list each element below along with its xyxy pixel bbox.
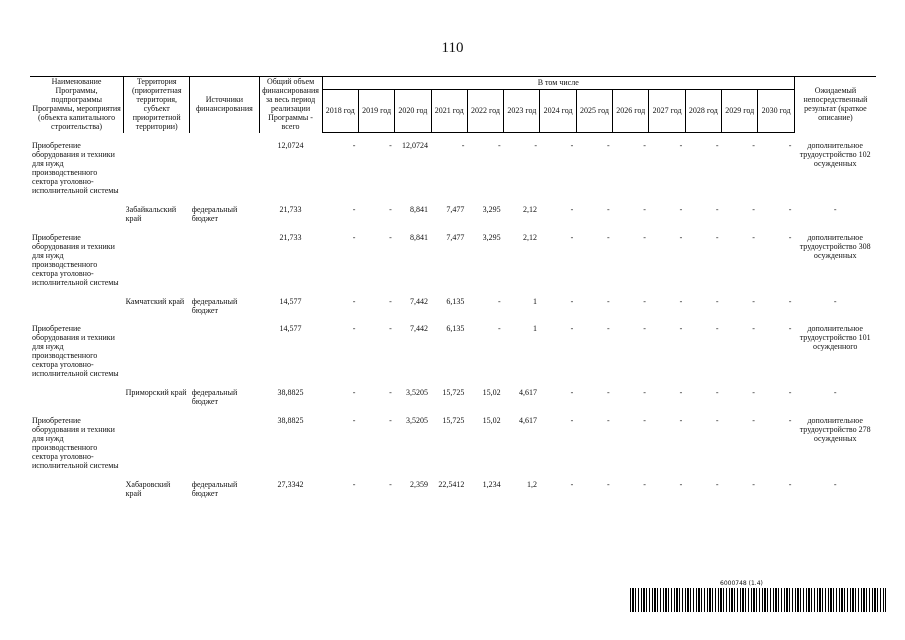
funding-source-cell: федеральный бюджет — [191, 388, 238, 407]
year-value-cell: 22,5412 — [438, 479, 465, 489]
table-row — [30, 416, 876, 472]
table-row — [30, 297, 876, 317]
year-value-cell: 12,0724 — [402, 141, 429, 151]
year-value-cell: - — [389, 204, 392, 214]
header-total: Общий объем финансирования за весь период реализации Программы - всего — [259, 77, 322, 133]
year-value-cell: 3,295 — [482, 232, 501, 242]
year-value-cell: 3,295 — [482, 204, 501, 214]
year-value-cell: 6,135 — [446, 296, 465, 306]
year-value-cell: 2,12 — [522, 204, 537, 214]
year-value-cell: 2,359 — [410, 479, 429, 489]
year-value-cell: - — [389, 388, 392, 398]
year-value-cell: - — [352, 141, 356, 151]
year-value-cell: - — [352, 388, 356, 398]
header-result: Ожидаемый непосредственный результат (краткое описание) — [794, 77, 876, 133]
year-value-cell: - — [643, 416, 646, 426]
activity-name — [30, 388, 124, 408]
year-value-cell: - — [570, 296, 574, 306]
activity-name — [30, 297, 124, 317]
table-row — [30, 480, 876, 500]
header-name: Наименование Программы, подпрограммы Программы, мероприятия (объекта капитального строительства) — [30, 77, 124, 133]
year-value-cell: - — [389, 416, 392, 426]
year-value-cell: - — [389, 232, 392, 242]
activity-name: Приобретение оборудования и техники для нужд производственного сектора уголовно-исполнительной системы — [32, 141, 119, 195]
territory-cell: Приморский край — [125, 388, 187, 398]
year-value-cell: - — [606, 324, 610, 334]
year-value-cell: - — [498, 324, 501, 334]
year-value-cell: - — [570, 388, 574, 398]
year-value-cell: - — [788, 388, 792, 398]
year-value-cell: - — [788, 416, 792, 426]
year-value-cell: 7,442 — [410, 296, 429, 306]
territory-cell — [124, 324, 190, 380]
total-cell: 27,3342 — [277, 479, 304, 489]
year-value-cell: 1,2 — [526, 479, 537, 489]
year-value-cell: - — [643, 232, 646, 242]
total-cell: 38,8825 — [277, 416, 304, 426]
table-header — [30, 77, 876, 133]
year-value-cell: - — [752, 388, 755, 398]
funding-source-cell: федеральный бюджет — [191, 204, 238, 223]
barcode-icon — [630, 588, 886, 612]
year-value-cell: - — [352, 479, 356, 489]
year-value-cell: - — [606, 204, 610, 214]
year-value-cell: - — [570, 324, 574, 334]
year-value-cell: - — [389, 296, 392, 306]
header-year: 2018 год — [322, 90, 358, 133]
year-value-cell: - — [752, 416, 755, 426]
table-row — [30, 141, 876, 197]
year-value-cell: - — [352, 232, 356, 242]
year-value-cell: - — [534, 141, 537, 151]
year-value-cell: - — [389, 479, 392, 489]
year-value-cell: - — [752, 296, 755, 306]
table-body — [30, 133, 876, 508]
territory-cell: Забайкальский край — [125, 204, 177, 223]
result-cell: - — [833, 479, 837, 489]
year-value-cell: 15,725 — [442, 416, 465, 426]
total-cell: 21,733 — [279, 204, 302, 214]
territory-cell — [124, 141, 190, 197]
total-cell: 14,577 — [279, 296, 302, 306]
header-year: 2024 год — [540, 90, 576, 133]
total-cell: 14,577 — [279, 324, 302, 334]
header-year: 2019 год — [358, 90, 394, 133]
year-value-cell: - — [643, 296, 646, 306]
year-value-cell: - — [715, 141, 719, 151]
financing-table — [30, 76, 876, 508]
year-value-cell: 4,617 — [518, 388, 537, 398]
year-value-cell: - — [715, 324, 719, 334]
document-barcode — [630, 580, 886, 612]
year-value-cell: - — [679, 416, 683, 426]
year-value-cell: - — [679, 232, 683, 242]
year-value-cell: - — [498, 296, 501, 306]
result-cell: дополнительное трудоустройство 308 осужденных — [799, 232, 871, 260]
year-value-cell: - — [461, 141, 465, 151]
year-value-cell: 15,725 — [442, 388, 465, 398]
year-value-cell: - — [788, 479, 792, 489]
header-year: 2029 год — [722, 90, 758, 133]
funding-source-cell — [190, 416, 259, 472]
year-value-cell: 2,12 — [522, 232, 537, 242]
year-value-cell: - — [643, 141, 646, 151]
header-territory: Территория (приоритетная территория, субъект приоритетной территории) — [124, 77, 190, 133]
year-value-cell: - — [788, 141, 792, 151]
year-value-cell: 8,841 — [410, 204, 429, 214]
year-value-cell: - — [752, 141, 755, 151]
total-cell: 12,0724 — [277, 141, 304, 151]
year-value-cell: - — [498, 141, 501, 151]
year-value-cell: 8,841 — [410, 232, 429, 242]
year-value-cell: - — [679, 324, 683, 334]
year-value-cell: - — [352, 324, 356, 334]
total-cell: 38,8825 — [277, 388, 304, 398]
year-value-cell: - — [570, 416, 574, 426]
year-value-cell: 3,5205 — [406, 416, 429, 426]
activity-name — [30, 480, 124, 500]
activity-name: Приобретение оборудования и техники для нужд производственного сектора уголовно-исполнительной системы — [32, 324, 119, 379]
header-year: 2021 год — [431, 90, 467, 133]
header-including: В том числе — [322, 77, 794, 90]
year-value-cell: 7,477 — [446, 232, 465, 242]
result-cell: дополнительное трудоустройство 101 осужденного — [799, 324, 871, 352]
year-value-cell: - — [352, 204, 356, 214]
year-value-cell: - — [715, 296, 719, 306]
activity-name: Приобретение оборудования и техники для нужд производственного сектора уголовно-исполнительной системы — [32, 232, 119, 287]
year-value-cell: 1 — [532, 324, 537, 334]
year-value-cell: - — [788, 324, 792, 334]
header-year: 2023 год — [504, 90, 540, 133]
year-value-cell: - — [643, 324, 646, 334]
funding-source-cell — [190, 324, 259, 380]
year-value-cell: 1,234 — [482, 479, 501, 489]
territory-cell — [124, 233, 190, 289]
table-row — [30, 205, 876, 225]
year-value-cell: - — [643, 204, 646, 214]
header-year: 2025 год — [576, 90, 612, 133]
funding-source-cell — [190, 233, 259, 289]
year-value-cell: 6,135 — [446, 324, 465, 334]
year-value-cell: - — [715, 204, 719, 214]
year-value-cell: 4,617 — [518, 416, 537, 426]
year-value-cell: - — [679, 296, 683, 306]
funding-source-cell: федеральный бюджет — [191, 479, 238, 498]
year-value-cell: - — [606, 388, 610, 398]
header-year: 2026 год — [613, 90, 649, 133]
header-year: 2027 год — [649, 90, 685, 133]
year-value-cell: - — [679, 141, 683, 151]
territory-cell — [124, 416, 190, 472]
year-value-cell: - — [715, 416, 719, 426]
year-value-cell: 7,442 — [410, 324, 429, 334]
year-value-cell: 1 — [532, 296, 537, 306]
year-value-cell: - — [606, 296, 610, 306]
year-value-cell: 15,02 — [482, 388, 501, 398]
year-value-cell: - — [352, 296, 356, 306]
territory-cell: Хабаровский край — [125, 479, 171, 498]
year-value-cell: - — [606, 232, 610, 242]
header-source: Источники финансирования — [190, 77, 259, 133]
year-value-cell: - — [389, 324, 392, 334]
total-cell: 21,733 — [279, 232, 302, 242]
year-value-cell: - — [788, 204, 792, 214]
year-value-cell: - — [679, 388, 683, 398]
year-value-cell: - — [570, 204, 574, 214]
year-value-cell: - — [606, 141, 610, 151]
year-value-cell: - — [570, 479, 574, 489]
activity-name: Приобретение оборудования и техники для нужд производственного сектора уголовно-исполнительной системы — [32, 416, 119, 470]
year-value-cell: - — [752, 324, 755, 334]
year-value-cell: - — [788, 296, 792, 306]
year-value-cell: - — [643, 388, 646, 398]
header-year: 2028 год — [685, 90, 721, 133]
year-value-cell: 7,477 — [446, 204, 465, 214]
year-value-cell: - — [606, 479, 610, 489]
year-value-cell: - — [352, 416, 356, 426]
year-value-cell: - — [679, 479, 683, 489]
funding-source-cell — [190, 141, 259, 197]
year-value-cell: - — [570, 141, 574, 151]
year-value-cell: - — [389, 141, 392, 151]
year-value-cell: - — [643, 479, 646, 489]
table-row — [30, 388, 876, 408]
year-value-cell: - — [679, 204, 683, 214]
year-value-cell: 15,02 — [482, 416, 501, 426]
table-row — [30, 324, 876, 380]
page-number: 110 — [441, 40, 464, 56]
header-year: 2030 год — [758, 90, 795, 133]
year-value-cell: - — [788, 232, 792, 242]
year-value-cell: - — [752, 232, 755, 242]
year-value-cell: - — [752, 479, 755, 489]
year-value-cell: 3,5205 — [406, 388, 429, 398]
header-year: 2020 год — [395, 90, 431, 133]
header-year: 2022 год — [467, 90, 503, 133]
territory-cell: Камчатский край — [125, 296, 185, 306]
year-value-cell: - — [715, 479, 719, 489]
table-row — [30, 233, 876, 289]
year-value-cell: - — [715, 232, 719, 242]
barcode-label: 6000748 (1.4) — [720, 580, 763, 587]
year-value-cell: - — [606, 416, 610, 426]
year-value-cell: - — [752, 204, 755, 214]
year-value-cell: - — [715, 388, 719, 398]
funding-source-cell: федеральный бюджет — [191, 296, 238, 315]
result-cell: - — [833, 204, 837, 214]
result-cell: дополнительное трудоустройство 278 осужденных — [799, 416, 871, 443]
year-value-cell: - — [570, 232, 574, 242]
result-cell: - — [833, 296, 837, 306]
result-cell: дополнительное трудоустройство 102 осужденных — [799, 141, 871, 169]
activity-name — [30, 205, 124, 225]
result-cell: - — [833, 388, 837, 398]
